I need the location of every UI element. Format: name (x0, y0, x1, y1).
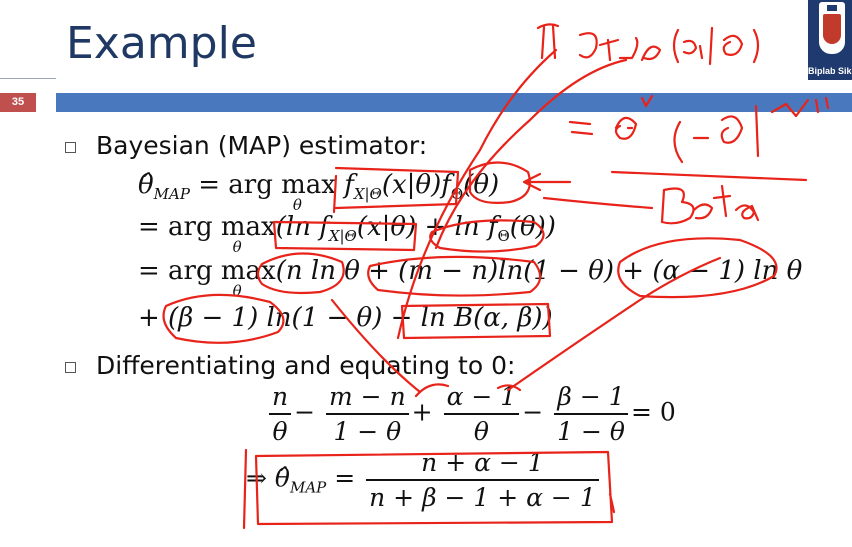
slide-number: 35 (0, 93, 36, 112)
author-name: Biplab Sik (808, 66, 852, 76)
bullet-text-differentiate: Differentiating and equating to 0: (96, 351, 516, 380)
handwritten-f-x-theta (580, 33, 660, 60)
line2-part-b: (x|θ) + ln f (356, 212, 498, 242)
likelihood-arg: (x|θ) (381, 170, 442, 200)
result-fraction: $\frac{n + \alpha - 1}{n + \beta - 1 + \alpha - 1}$ (366, 448, 599, 512)
implies-arrow: ⇒ (246, 463, 267, 493)
beta-divider-line (612, 172, 806, 180)
result-equals: = (334, 463, 356, 493)
m-n-ln-circle (368, 257, 540, 296)
fraction-alpha: $\frac{\alpha - 1}{\theta}$ (444, 382, 520, 446)
op-minus-1: − (294, 397, 316, 427)
argmax-1: = arg max θ (198, 170, 336, 214)
fraction-n-theta: $\frac{n}{\theta}$ (269, 382, 291, 446)
result-map-sub: MAP (289, 478, 327, 497)
line2-part-a: (ln f (275, 212, 329, 242)
prior-f: f (441, 170, 451, 200)
likelihood-box (334, 168, 458, 212)
n-ln-theta-circle (258, 253, 344, 293)
bullet-text-map: Bayesian (MAP) estimator: (96, 131, 428, 160)
line2-sub-2: Θ (497, 227, 510, 245)
slide-title: Example (66, 18, 257, 69)
prior-arg: (θ) (463, 170, 500, 200)
equals-theta-n (570, 96, 652, 139)
equals-zero: = 0 (630, 397, 676, 427)
one-minus-theta-power (674, 98, 828, 162)
likelihood-sub: X|Θ (353, 185, 382, 203)
beta-label-strokes (662, 186, 758, 223)
line4-expression: + (β − 1) ln(1 − θ) − ln B(α, β)) (138, 303, 553, 333)
result-theta-hat: θ̂ (274, 463, 290, 493)
op-minus-2: − (522, 397, 544, 427)
op-plus: + (411, 397, 433, 427)
beta-term-circle (164, 295, 284, 343)
line2-sub-1: X|Θ (328, 227, 357, 245)
line2-likelihood-box (274, 222, 416, 250)
argmax-2: = arg max θ (138, 212, 276, 256)
line3-expression: (n ln θ + (m − n)ln(1 − θ) + (α − 1) ln θ (275, 256, 803, 286)
result-box (244, 450, 614, 528)
prior-circle (470, 162, 530, 202)
lnB-box (402, 304, 550, 338)
big-stroke-b (436, 60, 626, 248)
fraction-m-n: $\frac{m - n}{1 - \theta}$ (326, 382, 409, 446)
argmax-3: = arg max θ (138, 256, 276, 300)
big-stroke-d (332, 300, 420, 392)
theta-hat: θ̂ (138, 170, 154, 200)
map-subscript: MAP (153, 185, 190, 203)
link-to-beta (544, 198, 652, 208)
handwritten-xi-theta-paren (674, 28, 758, 64)
prior-sub: Θ (450, 185, 464, 203)
deriv-connectors (416, 384, 520, 396)
line2-part-c: (θ)) (509, 212, 556, 242)
product-symbol (538, 24, 558, 58)
fraction-beta: $\frac{\beta - 1}{1 - \theta}$ (554, 382, 628, 446)
likelihood-f: f (344, 170, 354, 200)
